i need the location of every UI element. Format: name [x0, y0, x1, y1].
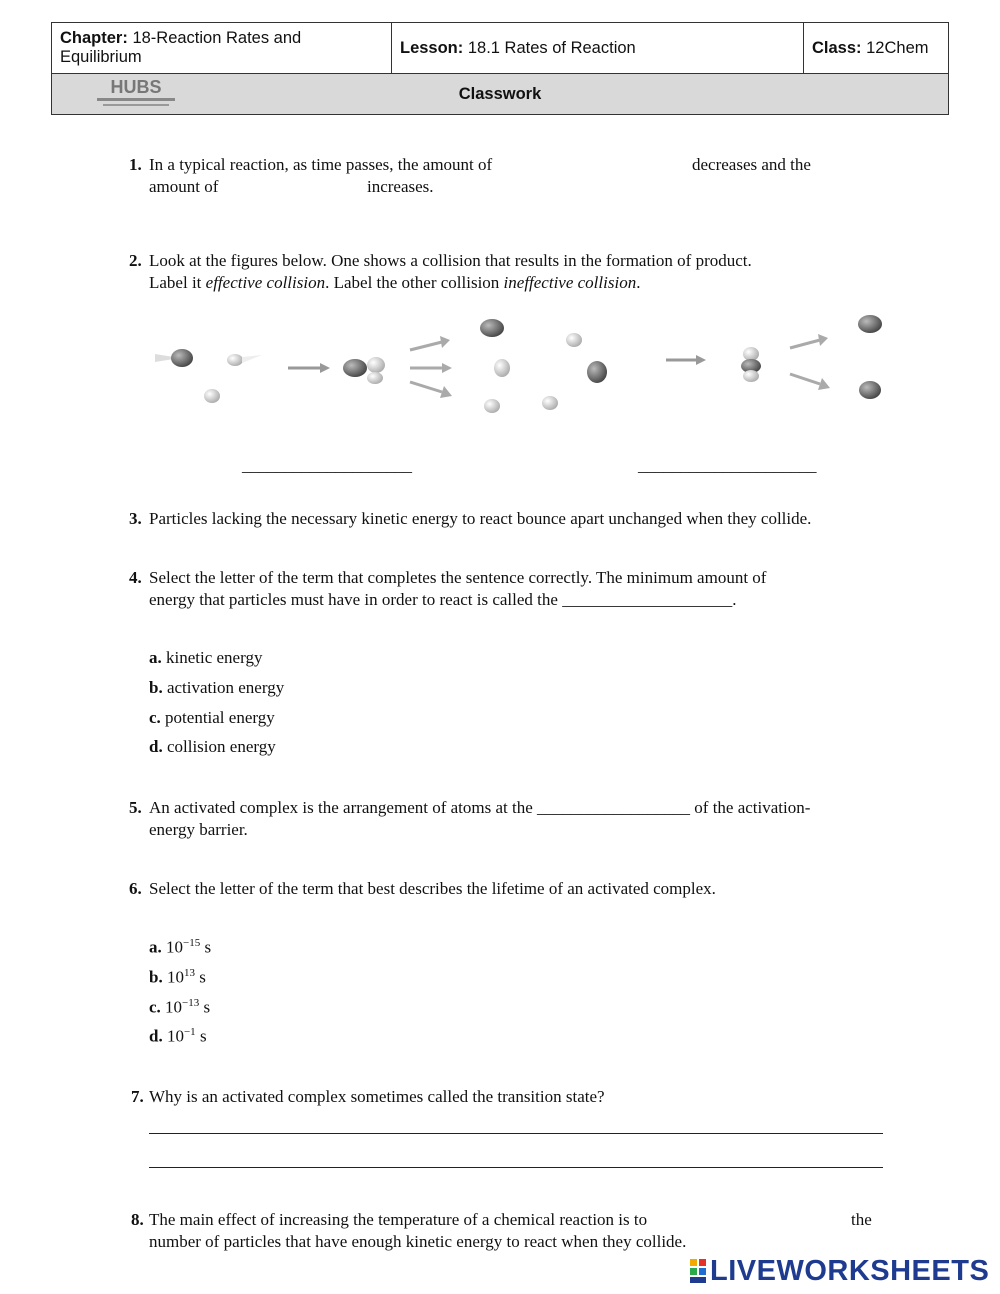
lesson-cell: [392, 23, 804, 74]
lesson-value: 18.1 Rates of Reaction: [467, 38, 636, 57]
banner-title: Classwork: [458, 84, 542, 103]
scatter-arrow: [410, 342, 442, 350]
question-7-text: Why is an activated complex sometimes called the transition state?: [149, 1087, 605, 1106]
figure-label-right-blank[interactable]: _____________________: [638, 456, 817, 475]
molecule: [171, 349, 193, 367]
question-6-text: Select the letter of the term that best describes the lifetime of an activated complex.: [149, 879, 716, 898]
liveworksheets-logo-icon: [690, 1259, 706, 1283]
question-8-line-2: number of particles that have enough kinetic energy to react when they collide.: [149, 1232, 687, 1251]
right-collision-panel: [542, 315, 882, 410]
question-5-line-1: An activated complex is the arrangement of atoms at the __________________ of the activation-: [149, 798, 811, 817]
question-4-line-1: Select the letter of the term that completes the sentence correctly. The minimum amount of: [149, 568, 767, 587]
class-label: Class:: [812, 38, 862, 57]
question-3-text: Particles lacking the necessary kinetic energy to react bounce apart unchanged when they collide.: [149, 509, 812, 528]
question-1-text-b: decreases and the: [692, 155, 811, 174]
logo-text: HUBS: [110, 77, 162, 97]
question-6-option-b[interactable]: b. $10^{13}$ s: [149, 967, 206, 987]
question-4-line-2: energy that particles must have in order to react is called the ____________________.: [149, 590, 737, 609]
question-6-option-c[interactable]: c. $10^{-13}$ s: [149, 997, 211, 1017]
question-1-number: 1.: [129, 155, 142, 174]
answer-line-2[interactable]: [149, 1167, 883, 1168]
school-logo: [93, 76, 179, 112]
question-1-text-d: increases.: [367, 177, 434, 196]
molecule: [227, 354, 243, 366]
question-6-number: 6.: [129, 879, 142, 898]
question-7-number: 7.: [131, 1087, 144, 1106]
chapter-label: Chapter:: [60, 29, 128, 47]
question-1-text-c: amount of: [149, 177, 219, 196]
left-collision-panel: [155, 319, 510, 413]
question-4-option-c[interactable]: c. potential energy: [149, 708, 275, 727]
question-8-number: 8.: [131, 1210, 144, 1229]
question-2-line-1: Look at the figures below. One shows a collision that results in the formation of product.: [149, 251, 752, 270]
question-4-number: 4.: [129, 568, 142, 587]
molecule: [343, 359, 367, 377]
chapter-value: 18-Reaction Rates and Equilibrium: [60, 29, 302, 66]
question-6-option-a[interactable]: a. $10^{-15}$ s: [149, 937, 212, 957]
question-5-line-2: energy barrier.: [149, 820, 248, 839]
banner-cell: [52, 74, 949, 115]
question-8-text-b: the: [851, 1210, 872, 1229]
figure-label-left-blank[interactable]: ____________________: [242, 456, 412, 475]
class-value: 12Chem: [866, 38, 929, 57]
molecule: [204, 389, 220, 403]
question-4-option-a[interactable]: a. kinetic energy: [149, 648, 263, 667]
question-1-text-a: In a typical reaction, as time passes, the amount of: [149, 155, 493, 174]
question-8-text-a: The main effect of increasing the temperature of a chemical reaction is to: [149, 1210, 648, 1229]
class-cell: [804, 23, 949, 74]
question-4-option-b[interactable]: b. activation energy: [149, 678, 285, 697]
lesson-label: Lesson:: [400, 38, 464, 57]
watermark-text: LIVEWORKSHEETS: [710, 1255, 990, 1287]
question-4-option-d[interactable]: d. collision energy: [149, 737, 276, 756]
chapter-cell: [52, 23, 392, 74]
question-5-blank[interactable]: __________________: [537, 798, 691, 817]
answer-line-1[interactable]: [149, 1133, 883, 1134]
header-table: [51, 22, 949, 115]
question-2-number: 2.: [129, 251, 142, 270]
collision-figure: [150, 310, 890, 425]
question-5-number: 5.: [129, 798, 142, 817]
question-2-line-2: Label it effective collision. Label the other collision ineffective collision.: [149, 273, 641, 292]
liveworksheets-watermark: [690, 1255, 989, 1285]
question-3-number: 3.: [129, 509, 142, 528]
question-6-option-d[interactable]: d. $10^{-1}$ s: [149, 1026, 207, 1046]
